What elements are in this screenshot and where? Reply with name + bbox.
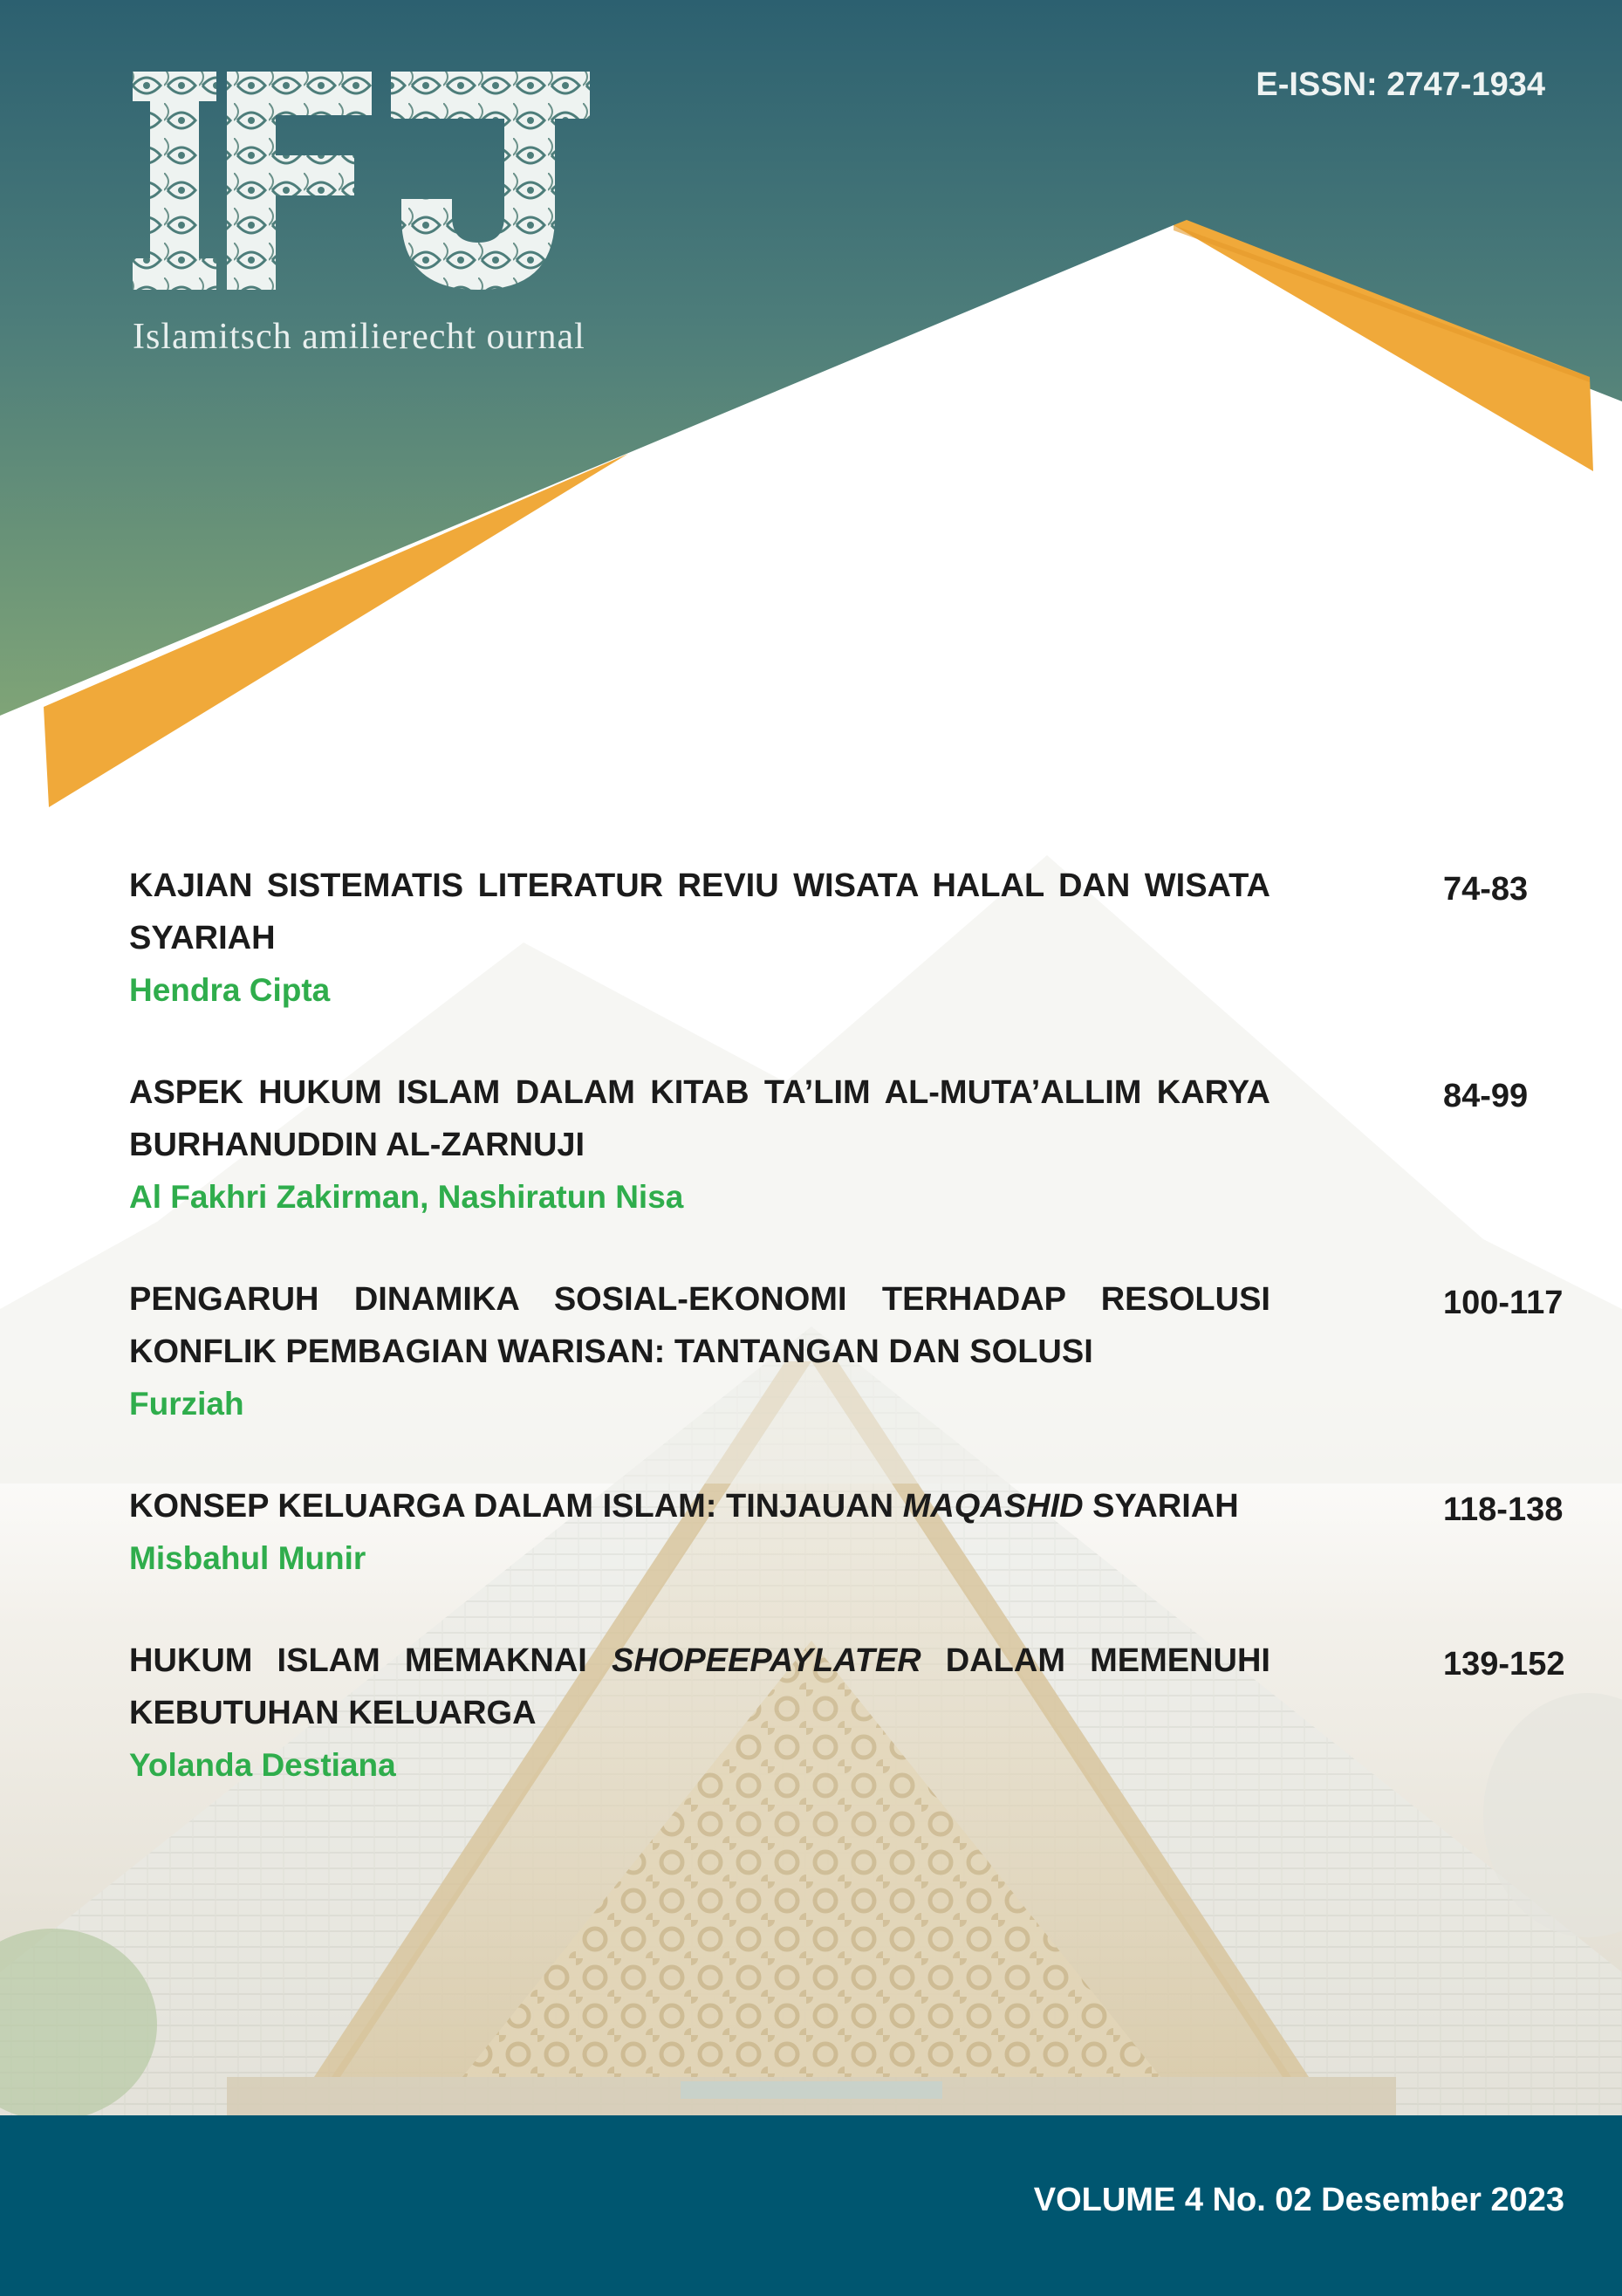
article-title-text: ASPEK HUKUM ISLAM DALAM KITAB TA’LIM AL-MUTA’ALLIM KARYA BURHANUDDIN AL-ZARNUJI <box>129 1074 1270 1163</box>
article-authors: Furziah <box>129 1386 244 1422</box>
article-title[interactable] <box>129 860 1270 964</box>
article-authors: Yolanda Destiana <box>129 1747 396 1783</box>
article-title[interactable] <box>129 1273 1270 1378</box>
article-title-italic: SHOPEEPAYLATER <box>611 1642 921 1679</box>
volume-label: VOLUME 4 No. 02 Desember 2023 <box>1033 2182 1564 2218</box>
ifj-logo <box>129 68 592 295</box>
article-title[interactable] <box>129 1635 1270 1739</box>
toc-entry[interactable] <box>129 1480 1564 1585</box>
toc-entry[interactable] <box>129 860 1560 1017</box>
article-title-italic: MAQASHID <box>902 1488 1084 1525</box>
footer-band <box>0 2115 1622 2296</box>
article-title-text: SYARIAH <box>1083 1488 1239 1525</box>
article-title-text: KAJIAN SISTEMATIS LITERATUR REVIU WISATA HALAL DAN WISATA SYARIAH <box>129 867 1270 956</box>
toc-entry[interactable] <box>129 1635 1565 1792</box>
article-pages: 100-117 <box>1443 1285 1564 1321</box>
toc-entry[interactable] <box>129 1273 1564 1430</box>
toc-entry[interactable] <box>129 1066 1560 1223</box>
article-authors: Misbahul Munir <box>129 1540 366 1576</box>
article-title-text: DALAM MEMENUHI KEBUTUHAN KELUARGA <box>129 1642 1270 1731</box>
article-pages: 118-138 <box>1443 1491 1564 1528</box>
article-pages: 74-83 <box>1443 871 1529 908</box>
article-authors: Hendra Cipta <box>129 972 331 1008</box>
article-title-text: KONSEP KELUARGA DALAM ISLAM: TINJAUAN <box>129 1488 903 1525</box>
article-pages: 84-99 <box>1443 1078 1529 1114</box>
article-title[interactable] <box>129 1480 1270 1532</box>
logo-subtitle: Islamitsch amilierecht ournal <box>133 317 585 357</box>
article-pages: 139-152 <box>1443 1646 1565 1683</box>
article-title-text: PENGARUH DINAMIKA SOSIAL-EKONOMI TERHADAP RESOLUSI KONFLIK PEMBAGIAN WARISAN: TANTANGAN DAN SOLUSI <box>129 1281 1270 1370</box>
article-authors: Al Fakhri Zakirman, Nashiratun Nisa <box>129 1179 684 1215</box>
article-title[interactable] <box>129 1066 1270 1171</box>
article-title-text: HUKUM ISLAM MEMAKNAI <box>129 1642 612 1679</box>
issn-label: E-ISSN: 2747-1934 <box>1256 66 1545 103</box>
